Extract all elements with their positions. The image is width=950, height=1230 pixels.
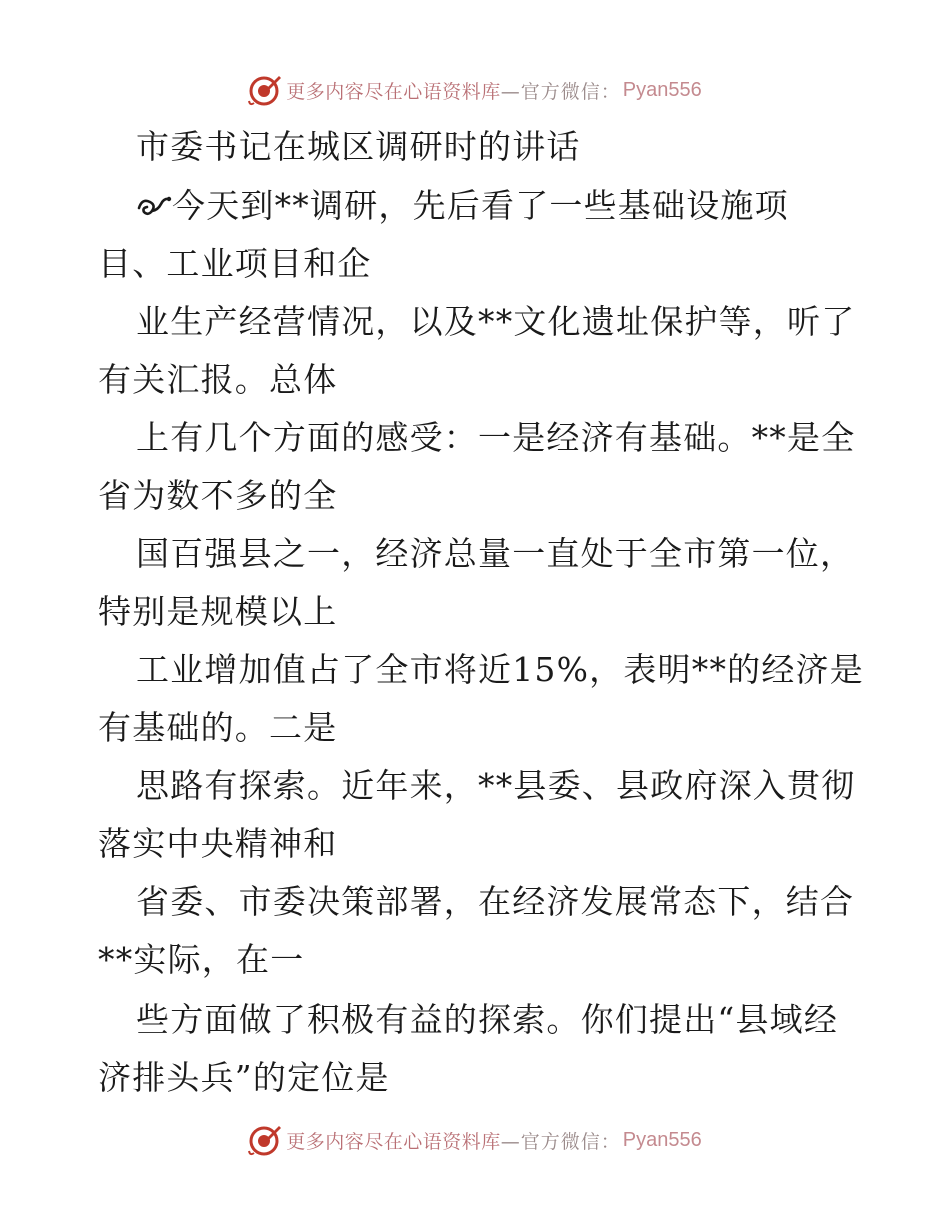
paragraph-line: 济排头兵”的定位是 (98, 1058, 390, 1097)
paragraph-line: 些方面做了积极有益的探索。你们提出“县域经 (136, 1000, 839, 1039)
paragraph-line-text: 今天到**调研，先后看了一些基础设施项 (172, 186, 789, 225)
paragraph-line: 省委、市委决策部署，在经济发展常态下，结合 (136, 882, 855, 921)
paragraph-line: 落实中央精神和 (98, 824, 338, 863)
paragraph-line: 思路有探索。近年来，**县委、县政府深入贯彻 (136, 766, 856, 805)
brand-logo-icon (248, 73, 282, 107)
document-title: 市委书记在城区调研时的讲话 (136, 127, 581, 166)
banner-wechat-id: Pyan556 (622, 78, 702, 101)
paragraph-line: 工业增加值占了全市将近15%，表明**的经济是 (136, 650, 864, 689)
paragraph-line: 业生产经营情况，以及**文化遗址保护等，听了 (136, 302, 856, 341)
banner-brand-text: 更多内容尽在心语资料库 (286, 80, 501, 103)
banner-separator-text: —官方微信： (500, 1130, 621, 1153)
brand-logo-icon (248, 1123, 282, 1157)
header-banner (0, 70, 950, 110)
banner-brand-text: 更多内容尽在心语资料库 (286, 1130, 501, 1153)
banner-wechat-id: Pyan556 (622, 1128, 702, 1151)
footer-banner (0, 1120, 950, 1160)
paragraph-line: 国百强县之一，经济总量一直处于全市第一位， (136, 534, 855, 573)
banner-separator-text: —官方微信： (500, 80, 621, 103)
paragraph-line (136, 186, 789, 226)
paragraph-line: 特别是规模以上 (98, 592, 338, 631)
paragraph-line: 上有几个方面的感受：一是经济有基础。**是全 (136, 418, 856, 457)
paragraph-line: 省为数不多的全 (98, 476, 338, 515)
paragraph-line: 目、工业项目和企 (98, 244, 372, 283)
fleuron-bullet-icon (136, 190, 172, 220)
paragraph-line: 有关汇报。总体 (98, 360, 338, 399)
paragraph-line: 有基础的。二是 (98, 708, 338, 747)
paragraph-line: **实际，在一 (98, 940, 305, 979)
